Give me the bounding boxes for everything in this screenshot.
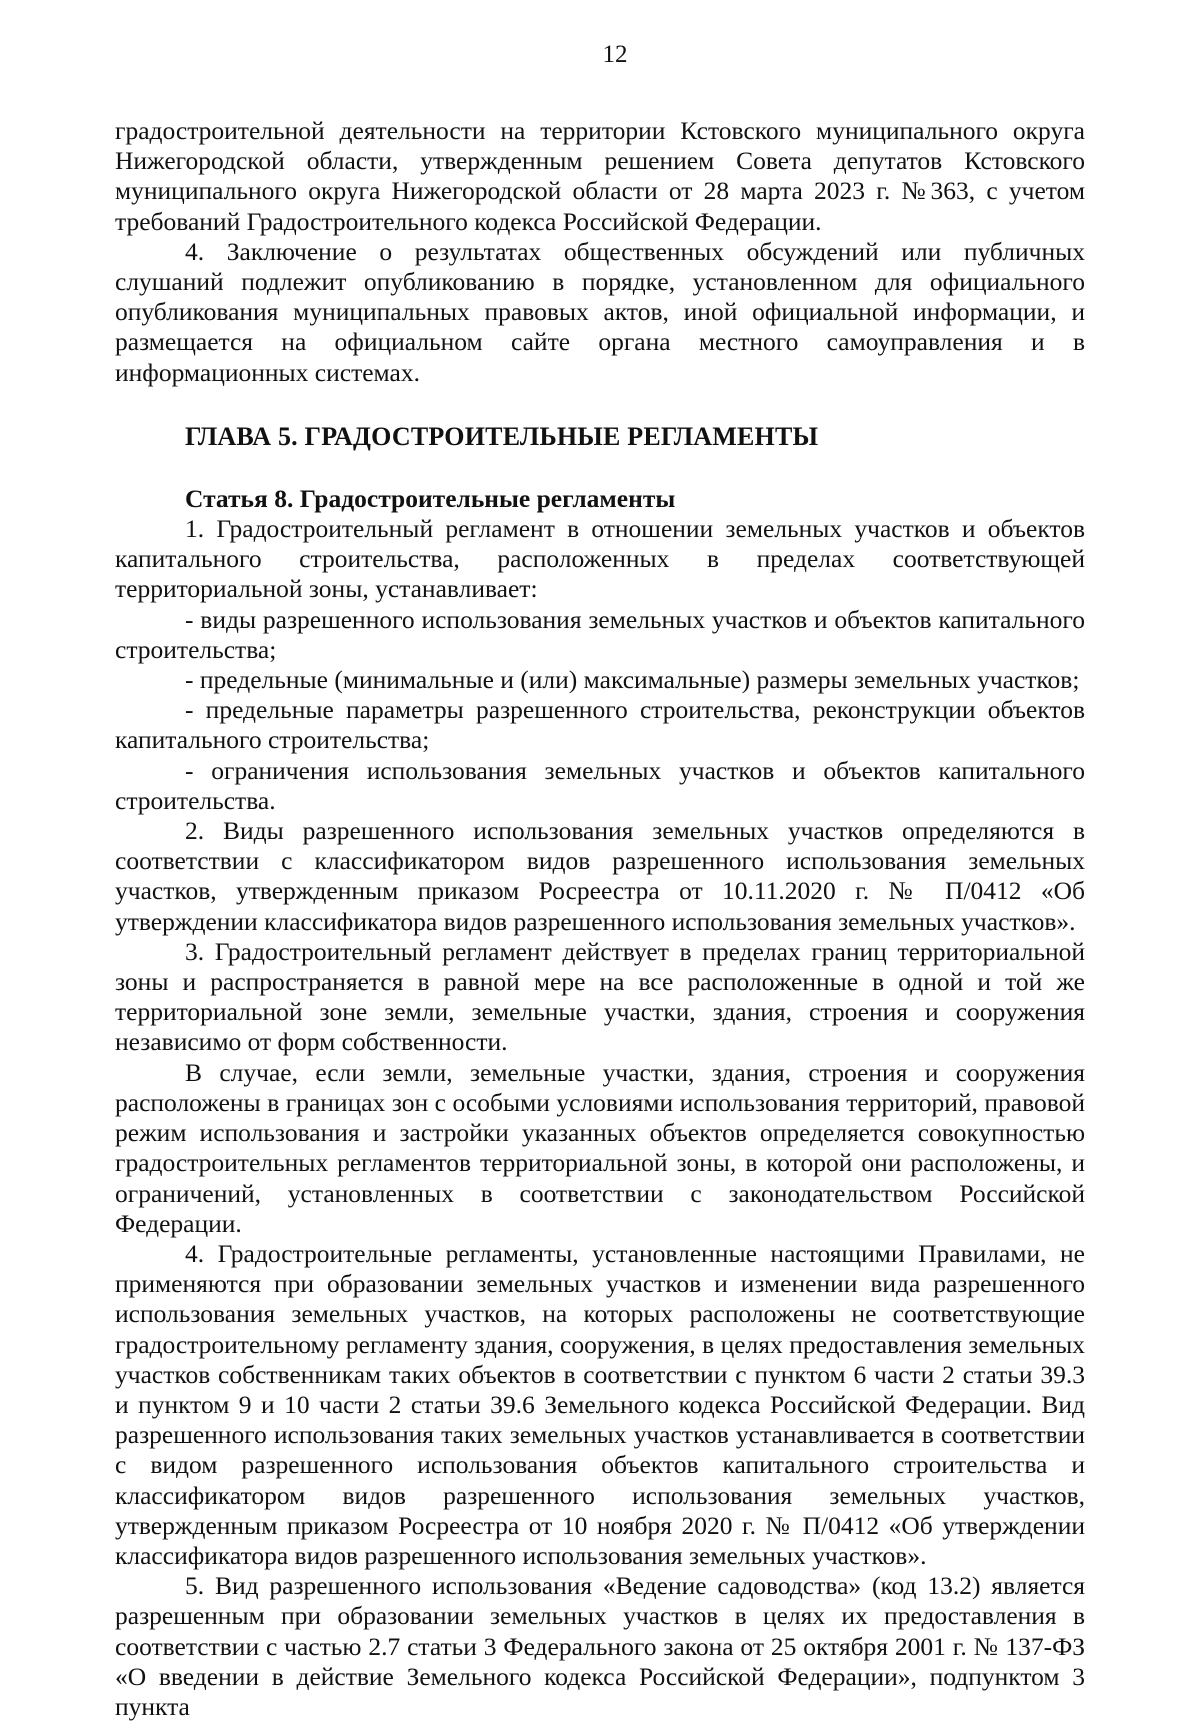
paragraph-item-1: 1. Градостроительный регламент в отношении земельных участков и объектов капитального строительства, расположенных в пределах соответствующей территориальной зоны, устанавливает: (115, 514, 1085, 604)
paragraph-item-4-publication: 4. Заключение о результатах общественных обсуждений или публичных слушаний подлежит опубликованию в порядке, установленном для официального опубликования муниципальных правовых актов, иной официальной информации, и размещается на официальном сайте органа местного самоуправления и в информационных системах. (115, 236, 1085, 387)
list-item-use-restrictions: - ограничения использования земельных участков и объектов капитального строительства. (115, 755, 1085, 815)
paragraph-item-5: 5. Вид разрешенного использования «Ведение садоводства» (код 13.2) является разрешенным при образовании земельных участков в целях их предоставления в соответствии с частью 2.7 статьи 3 Федерального закона от 25 октября 2001 г. № 137-ФЗ «О введении в действие Земельного кодекса Российской Федерации», подпунктом 3 пункта (115, 1571, 1085, 1721)
chapter-heading: ГЛАВА 5. ГРАДОСТРОИТЕЛЬНЫЕ РЕГЛАМЕНТЫ (185, 421, 819, 451)
list-item-plot-sizes: - предельные (минимальные и (или) максимальные) размеры земельных участков; (185, 665, 1080, 695)
paragraph-item-3: 3. Градостроительный регламент действует в пределах границ территориальной зоны и распространяется в равной мере на все расположенные в одной и той же территориальной зоне земли, земельные участки, здания, строения и сооружения независимо от форм собственности. (115, 936, 1085, 1057)
page-number: 12 (602, 41, 628, 68)
paragraph-special-zones: В случае, если земли, земельные участки, здания, строения и сооружения расположены в границах зон с особыми условиями использования территорий, правовой режим использования и застройки указанных объектов определяется совокупностью градостроительных регламентов территориальной зоны, в которой они расположены, и ограничений, установленных в соответствии с законодательством Российской Федерации. (115, 1057, 1085, 1238)
document-page (115, 40, 1085, 1722)
list-item-construction-parameters: - предельные параметры разрешенного строительства, реконструкции объектов капитального строительства; (115, 695, 1085, 755)
list-item-permitted-uses: - виды разрешенного использования земельных участков и объектов капитального строительства; (115, 604, 1085, 664)
article-heading: Статья 8. Градостроительные регламенты (185, 483, 676, 513)
paragraph-continuation: градостроительной деятельности на территории Кстовского муниципального округа Нижегородской области, утвержденным решением Совета депутатов Кстовского муниципального округа Нижегородской области от 28 марта 2023 г. №363, с учетом требований Градостроительного кодекса Российской Федерации. (115, 116, 1085, 236)
paragraph-item-2: 2. Виды разрешенного использования земельных участков определяются в соответствии с классификатором видов разрешенного использования земельных участков, утвержденным приказом Росреестра от 10.11.2020 г. № П/0412 «Об утверждении классификатора видов разрешенного использования земельных участков». (115, 816, 1085, 936)
paragraph-item-4: 4. Градостроительные регламенты, установленные настоящими Правилами, не применяются при образовании земельных участков и изменении вида разрешенного использования земельных участков, на которых расположены не соответствующие градостроительному регламенту здания, сооружения, в целях предоставления земельных участков собственникам таких объектов в соответствии с пунктом 6 части 2 статьи 39.3 и пунктом 9 и 10 части 2 статьи 39.6 Земельного кодекса Российской Федерации. Вид разрешенного использования таких земельных участков устанавливается в соответствии с видом разрешенного использования объектов капитального строительства и классификатором видов разрешенного использования земельных участков, утвержденным приказом Росреестра от 10 ноября 2020 г. № П/0412 «Об утверждении классификатора видов разрешенного использования земельных участков». (115, 1238, 1085, 1570)
